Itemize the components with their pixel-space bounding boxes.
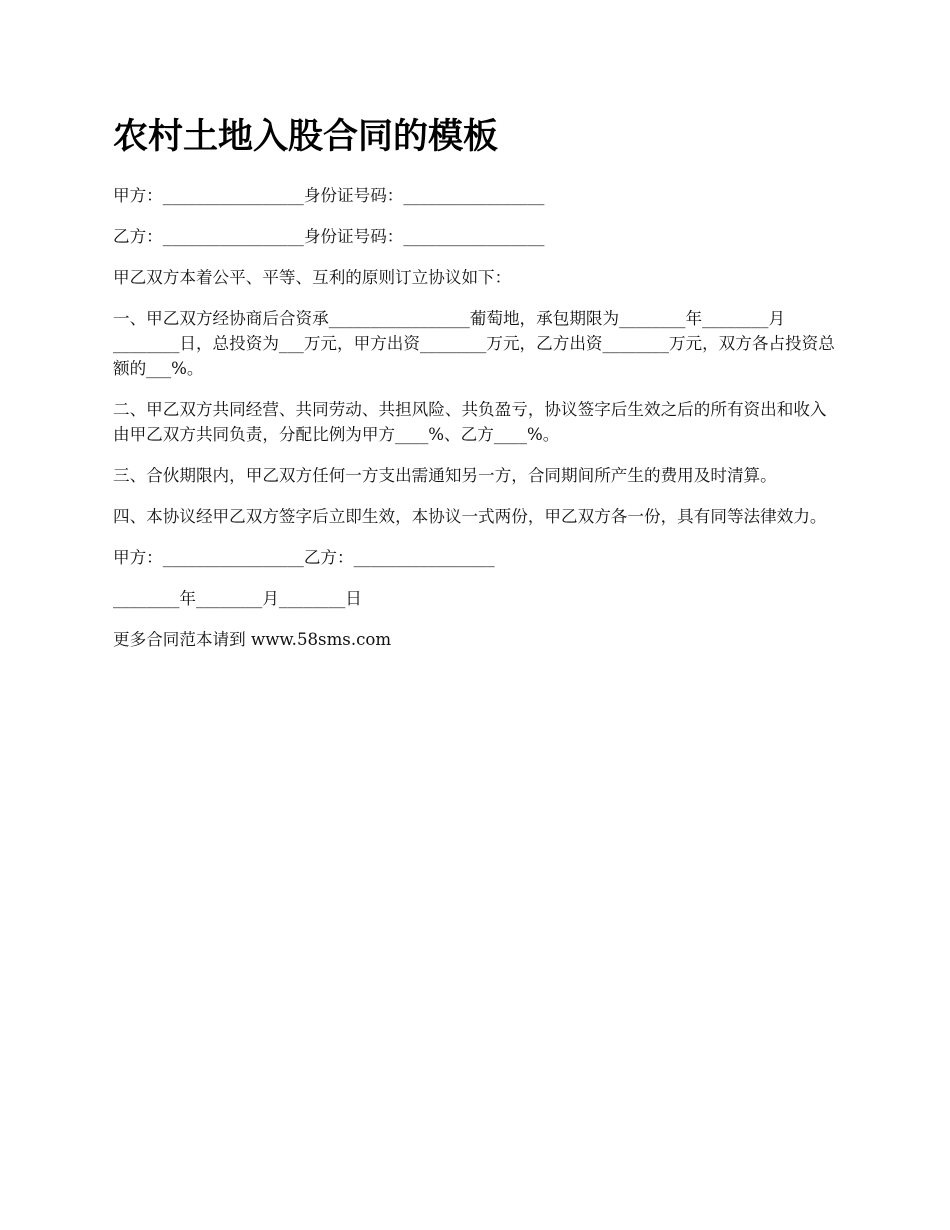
party-b-line: 乙方：_________________身份证号码：_________________ bbox=[113, 227, 545, 246]
footer-note: 更多合同范本请到 www.58sms.com bbox=[113, 630, 392, 649]
agreement-intro: 甲乙双方本着公平、平等、互利的原则订立协议如下： bbox=[113, 268, 512, 287]
party-a-line: 甲方：_________________身份证号码：_________________ bbox=[113, 186, 545, 205]
signature-line: 甲方：_________________乙方：_________________ bbox=[113, 548, 495, 567]
date-line: ________年________月________日 bbox=[113, 589, 362, 608]
clause-2: 二、甲乙双方共同经营、共同劳动、共担风险、共负盈亏，协议签字后生效之后的所有资出和收入由甲乙双方共同负责，分配比例为甲方____%、乙方____%。 bbox=[113, 400, 827, 444]
clause-4: 四、本协议经甲乙双方签字后立即生效，本协议一式两份，甲乙双方各一份，具有同等法律效力。 bbox=[113, 507, 827, 526]
document-title: 农村土地入股合同的模板 bbox=[113, 117, 499, 157]
clause-1: 一、甲乙双方经协商后合资承_________________葡萄地，承包期限为________年________月________日，总投资为___万元，甲方出资________万元，乙方出资________万元，双方各占投资总额的___%。 bbox=[113, 309, 835, 378]
document-body bbox=[113, 112, 843, 668]
clause-3: 三、合伙期限内，甲乙双方任何一方支出需通知另一方，合同期间所产生的费用及时清算。 bbox=[113, 466, 777, 485]
